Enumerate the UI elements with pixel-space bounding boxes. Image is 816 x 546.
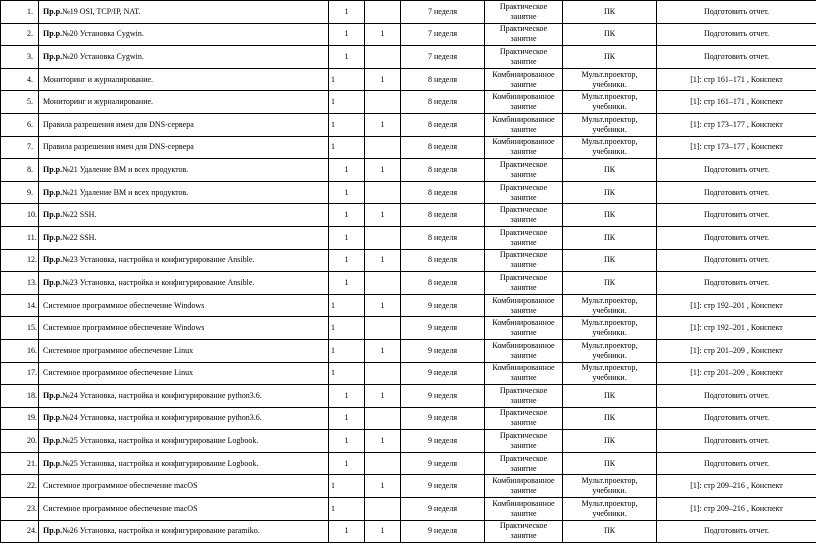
practical-prefix: Пр.р. xyxy=(43,6,63,16)
practical-prefix: Пр.р. xyxy=(43,526,63,536)
self-study-hours: 1 xyxy=(365,475,401,498)
lesson-type: Комбинированное занятие xyxy=(485,475,563,498)
self-study-hours: 1 xyxy=(365,23,401,46)
row-number: 13. xyxy=(1,272,39,295)
lesson-title-text: №25 Установка, настройка и конфигурирование Logbook. xyxy=(62,436,259,446)
week: 9 неделя xyxy=(401,317,485,340)
table-row xyxy=(1,226,816,249)
lesson-title-text: №21 Удаление ВМ и всех продуктов. xyxy=(62,164,189,174)
teaching-means: ПК xyxy=(563,226,657,249)
hours: 1 xyxy=(329,272,365,295)
homework: [1]: стр 201–209 , Конспект xyxy=(657,339,816,362)
hours: 1 xyxy=(329,407,365,430)
teaching-means: ПК xyxy=(563,1,657,24)
teaching-means: Мульт.проектор, учебники. xyxy=(563,339,657,362)
lesson-type: Комбинированное занятие xyxy=(485,498,563,521)
hours: 1 xyxy=(329,362,365,385)
row-number: 22. xyxy=(1,475,39,498)
table-row xyxy=(1,204,816,227)
row-number: 20. xyxy=(1,430,39,453)
table-row xyxy=(1,46,816,69)
row-number: 24. xyxy=(1,520,39,543)
teaching-means: ПК xyxy=(563,272,657,295)
homework: Подготовить отчет. xyxy=(657,272,816,295)
lesson-title-text: №26 Установка, настройка и конфигурирование paramiko. xyxy=(62,526,260,536)
week: 8 неделя xyxy=(401,181,485,204)
week: 8 неделя xyxy=(401,249,485,272)
week: 9 неделя xyxy=(401,498,485,521)
homework: Подготовить отчет. xyxy=(657,46,816,69)
lesson-title-text: Системное программное обеспечение macOS xyxy=(43,503,198,513)
self-study-hours: 1 xyxy=(365,204,401,227)
week: 9 неделя xyxy=(401,475,485,498)
row-number: 3. xyxy=(1,46,39,69)
teaching-means: ПК xyxy=(563,46,657,69)
week: 8 неделя xyxy=(401,91,485,114)
week: 8 неделя xyxy=(401,159,485,182)
lesson-title-text: Мониторинг и журналирование. xyxy=(43,74,154,84)
row-number: 14. xyxy=(1,294,39,317)
table-row xyxy=(1,317,816,340)
row-number: 11. xyxy=(1,226,39,249)
table-row xyxy=(1,159,816,182)
teaching-means: ПК xyxy=(563,181,657,204)
lesson-title-text: №19 OSI, TCP/IP, NAT. xyxy=(62,6,141,16)
homework: Подготовить отчет. xyxy=(657,407,816,430)
hours: 1 xyxy=(329,317,365,340)
table-row xyxy=(1,181,816,204)
practical-prefix: Пр.р. xyxy=(43,390,63,400)
lesson-title-text: Правила разрешения имен для DNS-сервера xyxy=(43,119,194,129)
hours: 1 xyxy=(329,113,365,136)
lesson-title xyxy=(39,159,329,182)
row-number: 17. xyxy=(1,362,39,385)
lesson-title xyxy=(39,475,329,498)
teaching-means: Мульт.проектор, учебники. xyxy=(563,475,657,498)
row-number: 21. xyxy=(1,452,39,475)
week: 8 неделя xyxy=(401,136,485,159)
teaching-means: ПК xyxy=(563,430,657,453)
homework: [1]: стр 173–177 , Конспект xyxy=(657,136,816,159)
lesson-type: Практическое занятие xyxy=(485,1,563,24)
lesson-title-text: №22 SSH. xyxy=(62,210,97,220)
lesson-type: Практическое занятие xyxy=(485,430,563,453)
lesson-type: Практическое занятие xyxy=(485,452,563,475)
row-number: 7. xyxy=(1,136,39,159)
teaching-means: ПК xyxy=(563,520,657,543)
lesson-type: Практическое занятие xyxy=(485,23,563,46)
lesson-title-text: №23 Установка, настройка и конфигурирование Ansible. xyxy=(62,277,255,287)
lesson-type: Практическое занятие xyxy=(485,520,563,543)
self-study-hours xyxy=(365,498,401,521)
self-study-hours: 1 xyxy=(365,68,401,91)
lesson-type: Практическое занятие xyxy=(485,204,563,227)
lesson-title-text: Системное программное обеспечение Linux xyxy=(43,345,194,355)
lesson-title-text: Системное программное обеспечение Windows xyxy=(43,300,205,310)
row-number: 2. xyxy=(1,23,39,46)
hours: 1 xyxy=(329,23,365,46)
homework: [1]: стр 192–201 , Конспект xyxy=(657,294,816,317)
row-number: 12. xyxy=(1,249,39,272)
self-study-hours xyxy=(365,46,401,69)
row-number: 15. xyxy=(1,317,39,340)
hours: 1 xyxy=(329,181,365,204)
week: 8 неделя xyxy=(401,204,485,227)
homework: [1]: стр 161–171 , Конспект xyxy=(657,91,816,114)
table-row xyxy=(1,430,816,453)
self-study-hours xyxy=(365,317,401,340)
practical-prefix: Пр.р. xyxy=(43,277,63,287)
practical-prefix: Пр.р. xyxy=(43,232,63,242)
lesson-title xyxy=(39,407,329,430)
lesson-type: Практическое занятие xyxy=(485,226,563,249)
schedule-body xyxy=(1,1,816,543)
lesson-title-text: №24 Установка, настройка и конфигурирование python3.6. xyxy=(62,413,262,423)
week: 9 неделя xyxy=(401,407,485,430)
week: 9 неделя xyxy=(401,520,485,543)
lesson-type: Практическое занятие xyxy=(485,46,563,69)
teaching-means: ПК xyxy=(563,385,657,408)
lesson-title xyxy=(39,520,329,543)
week: 8 неделя xyxy=(401,68,485,91)
homework: Подготовить отчет. xyxy=(657,1,816,24)
lesson-type: Комбинированное занятие xyxy=(485,317,563,340)
table-row xyxy=(1,1,816,24)
row-number: 10. xyxy=(1,204,39,227)
homework: Подготовить отчет. xyxy=(657,159,816,182)
practical-prefix: Пр.р. xyxy=(43,51,63,61)
self-study-hours: 1 xyxy=(365,294,401,317)
practical-prefix: Пр.р. xyxy=(43,436,63,446)
week: 8 неделя xyxy=(401,113,485,136)
teaching-means: ПК xyxy=(563,204,657,227)
hours: 1 xyxy=(329,339,365,362)
teaching-means: ПК xyxy=(563,452,657,475)
lesson-type: Практическое занятие xyxy=(485,385,563,408)
table-row xyxy=(1,113,816,136)
lesson-title xyxy=(39,498,329,521)
lesson-title xyxy=(39,317,329,340)
table-row xyxy=(1,475,816,498)
table-row xyxy=(1,520,816,543)
lesson-title xyxy=(39,385,329,408)
row-number: 4. xyxy=(1,68,39,91)
week: 9 неделя xyxy=(401,430,485,453)
table-row xyxy=(1,272,816,295)
homework: Подготовить отчет. xyxy=(657,249,816,272)
homework: [1]: стр 192–201 , Конспект xyxy=(657,317,816,340)
week: 7 неделя xyxy=(401,23,485,46)
week: 9 неделя xyxy=(401,339,485,362)
self-study-hours xyxy=(365,272,401,295)
row-number: 9. xyxy=(1,181,39,204)
lesson-title-text: Системное программное обеспечение Linux xyxy=(43,368,194,378)
lesson-title xyxy=(39,294,329,317)
lesson-title-text: Системное программное обеспечение macOS xyxy=(43,481,198,491)
self-study-hours: 1 xyxy=(365,339,401,362)
hours: 1 xyxy=(329,226,365,249)
table-row xyxy=(1,362,816,385)
week: 8 неделя xyxy=(401,226,485,249)
teaching-means: ПК xyxy=(563,249,657,272)
self-study-hours xyxy=(365,362,401,385)
self-study-hours xyxy=(365,181,401,204)
lesson-title xyxy=(39,430,329,453)
self-study-hours xyxy=(365,407,401,430)
lesson-type: Комбинированное занятие xyxy=(485,91,563,114)
table-row xyxy=(1,23,816,46)
row-number: 23. xyxy=(1,498,39,521)
practical-prefix: Пр.р. xyxy=(43,29,63,39)
hours: 1 xyxy=(329,91,365,114)
lesson-type: Комбинированное занятие xyxy=(485,339,563,362)
lesson-type: Практическое занятие xyxy=(485,181,563,204)
homework: Подготовить отчет. xyxy=(657,204,816,227)
teaching-means: Мульт.проектор, учебники. xyxy=(563,317,657,340)
teaching-means: Мульт.проектор, учебники. xyxy=(563,362,657,385)
lesson-title xyxy=(39,226,329,249)
lesson-title xyxy=(39,362,329,385)
homework: Подготовить отчет. xyxy=(657,226,816,249)
row-number: 16. xyxy=(1,339,39,362)
lesson-title-text: №20 Установка Cygwin. xyxy=(62,29,144,39)
table-row xyxy=(1,68,816,91)
table-row xyxy=(1,407,816,430)
hours: 1 xyxy=(329,520,365,543)
self-study-hours xyxy=(365,226,401,249)
lesson-title-text: №22 SSH. xyxy=(62,232,97,242)
week: 9 неделя xyxy=(401,452,485,475)
hours: 1 xyxy=(329,68,365,91)
week: 9 неделя xyxy=(401,362,485,385)
homework: Подготовить отчет. xyxy=(657,181,816,204)
hours: 1 xyxy=(329,159,365,182)
lesson-type: Практическое занятие xyxy=(485,249,563,272)
week: 7 неделя xyxy=(401,1,485,24)
row-number: 19. xyxy=(1,407,39,430)
lesson-title-text: №24 Установка, настройка и конфигурирование python3.6. xyxy=(62,390,262,400)
hours: 1 xyxy=(329,204,365,227)
lesson-type: Комбинированное занятие xyxy=(485,113,563,136)
hours: 1 xyxy=(329,430,365,453)
self-study-hours xyxy=(365,452,401,475)
hours: 1 xyxy=(329,136,365,159)
practical-prefix: Пр.р. xyxy=(43,458,63,468)
lesson-title-text: №23 Установка, настройка и конфигурирование Ansible. xyxy=(62,255,255,265)
teaching-means: ПК xyxy=(563,159,657,182)
table-row xyxy=(1,136,816,159)
homework: Подготовить отчет. xyxy=(657,520,816,543)
lesson-type: Комбинированное занятие xyxy=(485,294,563,317)
lesson-title-text: Мониторинг и журналирование. xyxy=(43,97,154,107)
homework: [1]: стр 161–171 , Конспект xyxy=(657,68,816,91)
lesson-title xyxy=(39,181,329,204)
homework: Подготовить отчет. xyxy=(657,23,816,46)
lesson-title xyxy=(39,136,329,159)
self-study-hours: 1 xyxy=(365,113,401,136)
lesson-type: Комбинированное занятие xyxy=(485,362,563,385)
week: 7 неделя xyxy=(401,46,485,69)
lesson-title xyxy=(39,452,329,475)
row-number: 6. xyxy=(1,113,39,136)
lesson-type: Комбинированное занятие xyxy=(485,68,563,91)
lesson-title xyxy=(39,272,329,295)
lesson-title xyxy=(39,204,329,227)
lesson-title xyxy=(39,68,329,91)
hours: 1 xyxy=(329,249,365,272)
table-row xyxy=(1,294,816,317)
homework: [1]: стр 209–216 , Конспект xyxy=(657,498,816,521)
lesson-title xyxy=(39,91,329,114)
teaching-means: Мульт.проектор, учебники. xyxy=(563,294,657,317)
lesson-title xyxy=(39,249,329,272)
lesson-title-text: Системное программное обеспечение Windows xyxy=(43,323,205,333)
lesson-title xyxy=(39,46,329,69)
teaching-means: Мульт.проектор, учебники. xyxy=(563,113,657,136)
table-row xyxy=(1,249,816,272)
lesson-title xyxy=(39,1,329,24)
table-row xyxy=(1,339,816,362)
row-number: 1. xyxy=(1,1,39,24)
table-row xyxy=(1,91,816,114)
self-study-hours: 1 xyxy=(365,520,401,543)
self-study-hours: 1 xyxy=(365,430,401,453)
practical-prefix: Пр.р. xyxy=(43,187,63,197)
homework: [1]: стр 173–177 , Конспект xyxy=(657,113,816,136)
self-study-hours: 1 xyxy=(365,249,401,272)
week: 9 неделя xyxy=(401,385,485,408)
hours: 1 xyxy=(329,46,365,69)
homework: Подготовить отчет. xyxy=(657,430,816,453)
hours: 1 xyxy=(329,385,365,408)
homework: Подготовить отчет. xyxy=(657,452,816,475)
homework: Подготовить отчет. xyxy=(657,385,816,408)
lesson-type: Комбинированное занятие xyxy=(485,136,563,159)
lesson-type: Практическое занятие xyxy=(485,272,563,295)
teaching-means: Мульт.проектор, учебники. xyxy=(563,498,657,521)
hours: 1 xyxy=(329,1,365,24)
lesson-title-text: №25 Установка, настройка и конфигурирование Logbook. xyxy=(62,458,259,468)
table-row xyxy=(1,385,816,408)
row-number: 18. xyxy=(1,385,39,408)
table-row xyxy=(1,452,816,475)
homework: [1]: стр 209–216 , Конспект xyxy=(657,475,816,498)
lesson-title-text: Правила разрешения имен для DNS-сервера xyxy=(43,142,194,152)
hours: 1 xyxy=(329,452,365,475)
lesson-title-text: №21 Удаление ВМ и всех продуктов. xyxy=(62,187,189,197)
lesson-title xyxy=(39,339,329,362)
table-row xyxy=(1,498,816,521)
hours: 1 xyxy=(329,475,365,498)
lesson-title xyxy=(39,23,329,46)
lesson-title xyxy=(39,113,329,136)
week: 9 неделя xyxy=(401,294,485,317)
practical-prefix: Пр.р. xyxy=(43,210,63,220)
teaching-means: Мульт.проектор, учебники. xyxy=(563,68,657,91)
hours: 1 xyxy=(329,498,365,521)
teaching-means: Мульт.проектор, учебники. xyxy=(563,91,657,114)
row-number: 5. xyxy=(1,91,39,114)
self-study-hours: 1 xyxy=(365,159,401,182)
practical-prefix: Пр.р. xyxy=(43,164,63,174)
row-number: 8. xyxy=(1,159,39,182)
self-study-hours xyxy=(365,91,401,114)
lesson-type: Практическое занятие xyxy=(485,159,563,182)
hours: 1 xyxy=(329,294,365,317)
lesson-type: Практическое занятие xyxy=(485,407,563,430)
teaching-means: ПК xyxy=(563,23,657,46)
lesson-title-text: №20 Установка Cygwin. xyxy=(62,51,144,61)
practical-prefix: Пр.р. xyxy=(43,255,63,265)
self-study-hours xyxy=(365,136,401,159)
self-study-hours xyxy=(365,1,401,24)
practical-prefix: Пр.р. xyxy=(43,413,63,423)
teaching-means: Мульт.проектор, учебники. xyxy=(563,136,657,159)
teaching-means: ПК xyxy=(563,407,657,430)
homework: [1]: стр 201–209 , Конспект xyxy=(657,362,816,385)
self-study-hours: 1 xyxy=(365,385,401,408)
week: 8 неделя xyxy=(401,272,485,295)
